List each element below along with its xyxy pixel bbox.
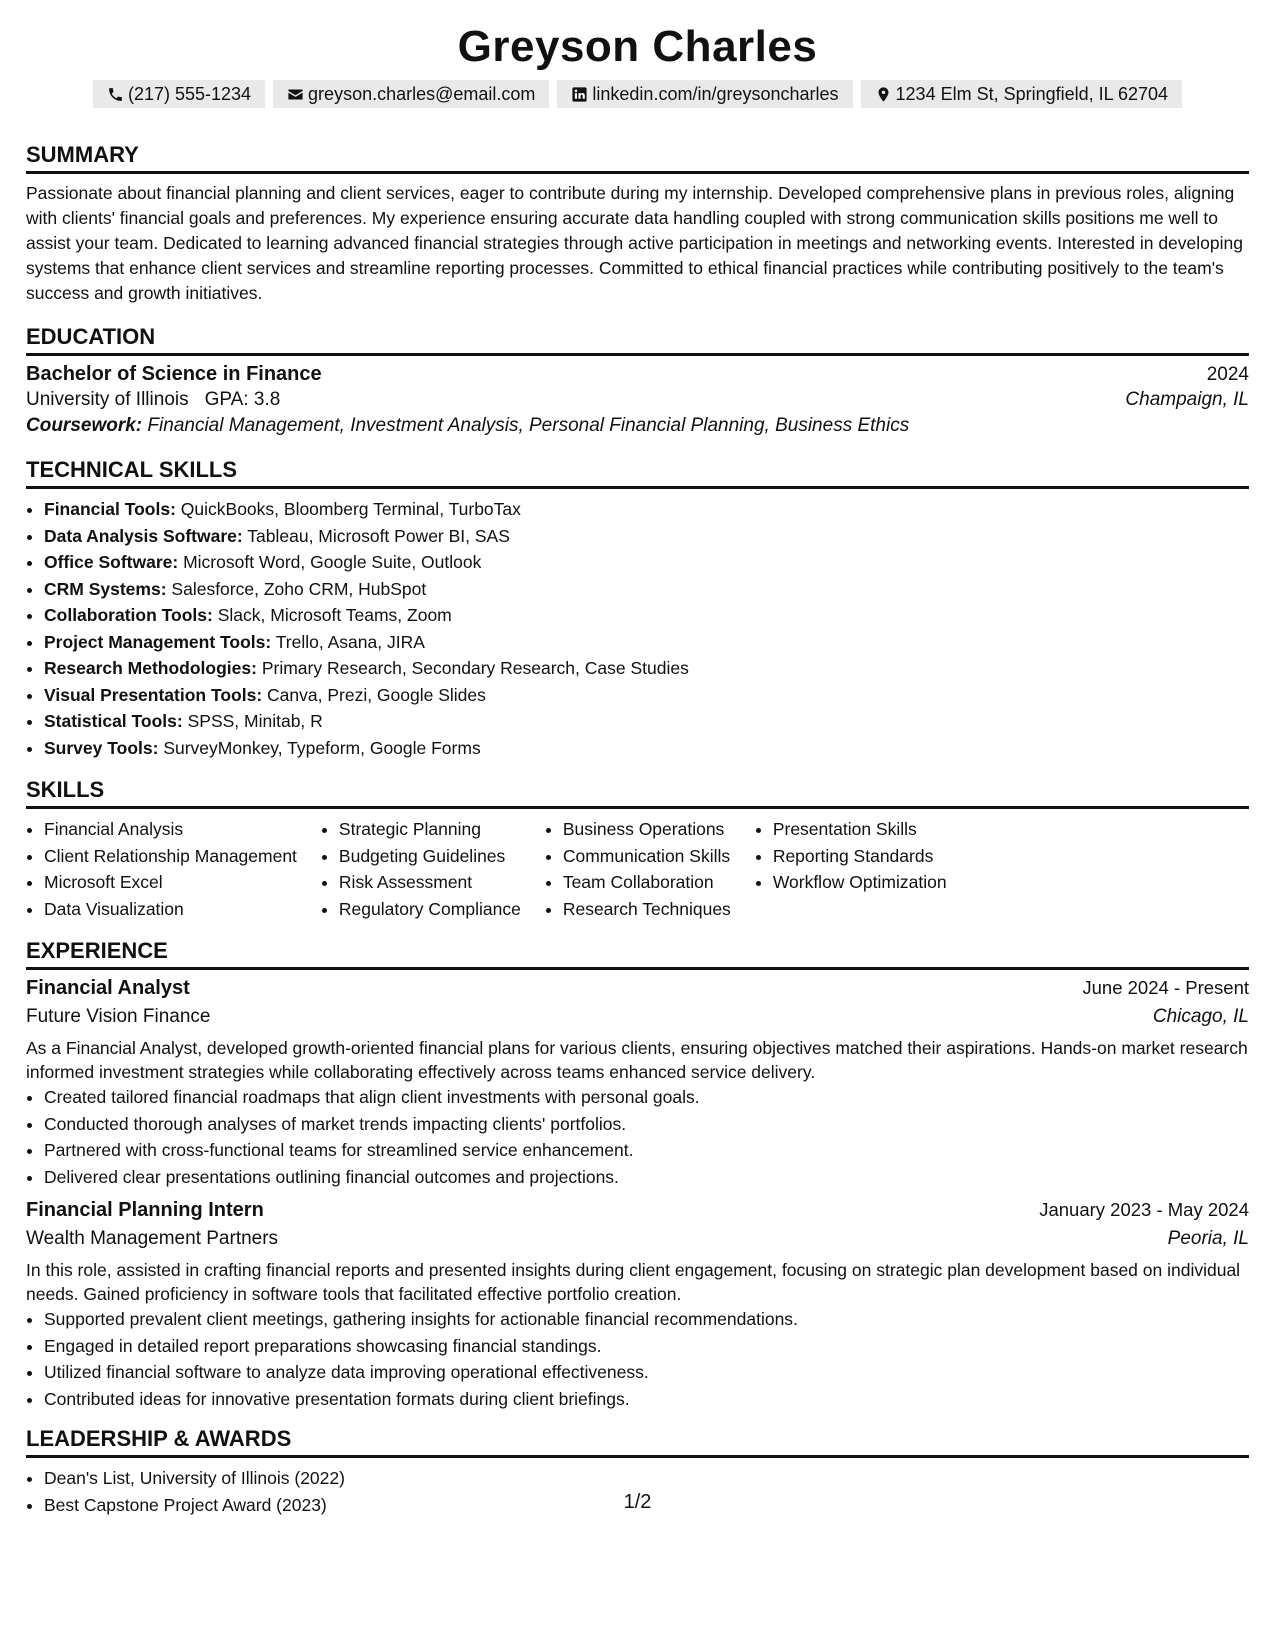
skills-section [26,777,1249,922]
list-item: • Strategic Planning [339,816,521,843]
list-item: • Workflow Optimization [773,869,947,896]
list-item: • Statistical Tools: SPSS, Minitab, R [44,708,1249,735]
job-company: Wealth Management Partners [26,1228,279,1249]
job-description: As a Financial Analyst, developed growth-oriented financial plans for various clients, ensuring objectives matched their aspirations. Hands-on market research informed investment strategies while collaborating effectively across teams enhanced service delivery. [26,1038,1248,1082]
page-number: 1/2 [623,1491,652,1513]
job-title: Financial Planning Intern [26,1199,264,1221]
list-item: • Research Methodologies: Primary Research, Secondary Research, Case Studies [44,655,1249,682]
list-item: • Communication Skills [563,843,731,870]
contact-phone[interactable] [93,80,265,108]
job-dates: June 2024 - Present [1082,977,1249,998]
school-name: University of Illinois [26,389,189,410]
education-heading: EDUCATION [26,324,1249,356]
coursework [26,415,1249,437]
summary-section [26,142,1249,306]
list-item: • Best Capstone Project Award (2023) [44,1492,1249,1519]
coursework-list: Financial Management, Investment Analysis, Personal Financial Planning, Business Ethics [147,415,910,436]
list-item: • Data Analysis Software: Tableau, Microsoft Power BI, SAS [44,523,1249,550]
degree: Bachelor of Science in Finance [26,363,322,385]
skills-column [321,816,521,922]
map-marker-icon [875,86,892,103]
experience-heading: EXPERIENCE [26,938,1249,970]
list-item: • Financial Tools: QuickBooks, Bloomberg Terminal, TurboTax [44,496,1249,523]
linkedin-icon [571,86,588,103]
list-item: • Survey Tools: SurveyMonkey, Typeform, Google Forms [44,735,1249,762]
list-item: • Created tailored financial roadmaps that align client investments with personal goals. [44,1084,1249,1111]
job-location: Chicago, IL [1152,1006,1249,1027]
envelope-icon [287,86,304,103]
contact-linkedin[interactable] [557,80,852,108]
candidate-name: Greyson Charles [457,22,818,71]
list-item: • Budgeting Guidelines [339,843,521,870]
technical-skills-heading: TECHNICAL SKILLS [26,457,1249,489]
summary-heading: SUMMARY [26,142,1249,174]
job-title: Financial Analyst [26,977,190,999]
skills-column [26,816,297,922]
job-description: In this role, assisted in crafting financial reports and presented insights during client engagement, focusing on strategic plan development based on individual needs. Gained proficiency in software tools that facilitated effective portfolio creation. [26,1260,1241,1304]
list-item: • Engaged in detailed report preparations showcasing financial standings. [44,1333,1249,1360]
list-item: • Business Operations [563,816,731,843]
contact-address[interactable] [861,80,1183,108]
contact-bar [26,80,1249,108]
list-item: • Regulatory Compliance [339,896,521,923]
list-item: • Contributed ideas for innovative presentation formats during client briefings. [44,1386,1249,1413]
list-item: • Conducted thorough analyses of market trends impacting clients' portfolios. [44,1111,1249,1138]
school-location: Champaign, IL [1125,389,1249,410]
list-item: • Microsoft Excel [44,869,297,896]
list-item: • Supported prevalent client meetings, gathering insights for actionable financial recommendations. [44,1306,1249,1333]
list-item: • Utilized financial software to analyze data improving operational effectiveness. [44,1359,1249,1386]
list-item: • Data Visualization [44,896,297,923]
gpa: GPA: 3.8 [204,389,281,410]
job-dates: January 2023 - May 2024 [1039,1199,1249,1220]
job-bullets [26,1306,1249,1412]
resume-page [26,0,1249,1518]
job-entry [26,1199,1249,1412]
list-item: • Delivered clear presentations outlining financial outcomes and projections. [44,1164,1249,1191]
list-item: • Risk Assessment [339,869,521,896]
job-location: Peoria, IL [1167,1228,1249,1249]
list-item: • Research Techniques [563,896,731,923]
list-item: • Client Relationship Management [44,843,297,870]
skills-column [755,816,947,922]
list-item: • Collaboration Tools: Slack, Microsoft Teams, Zoom [44,602,1249,629]
list-item: • Presentation Skills [773,816,947,843]
skills-column [545,816,731,922]
phone-icon [107,86,124,103]
list-item: • Partnered with cross-functional teams for streamlined service enhancement. [44,1137,1249,1164]
linkedin-text: linkedin.com/in/greysoncharles [592,84,839,104]
education-section [26,324,1249,437]
experience-section [26,938,1249,1412]
job-company: Future Vision Finance [26,1006,211,1027]
skills-heading: SKILLS [26,777,1249,809]
job-entry [26,977,1249,1190]
list-item: • Reporting Standards [773,843,947,870]
graduation-year: 2024 [1206,364,1249,385]
technical-skills-list [26,496,1249,761]
leadership-heading: LEADERSHIP & AWARDS [26,1426,1249,1458]
skills-grid [26,816,1249,922]
technical-skills-section [26,457,1249,761]
job-bullets [26,1084,1249,1190]
list-item: • Team Collaboration [563,869,731,896]
list-item: • Dean's List, University of Illinois (2022) [44,1465,1249,1492]
list-item: • Financial Analysis [44,816,297,843]
coursework-label: Coursework: [26,415,143,436]
summary-text: Passionate about financial planning and client services, eager to contribute during my internship. Developed comprehensive plans in previous roles, aligning with clients' financial goals and preferences. My experience ensuring accurate data handling coupled with strong communication skills positions me well to assist your team. Dedicated to learning advanced financial strategies through active participation in meetings and networking events. Interested in developing systems that enhance client services and streamline reporting processes. Committed to ethical financial practices while contributing positively to the team's success and growth initiatives. [26,183,1243,303]
phone-text: (217) 555-1234 [127,84,252,104]
email-text: greyson.charles@email.com [308,84,536,104]
contact-email[interactable] [273,80,549,108]
list-item: • Office Software: Microsoft Word, Google Suite, Outlook [44,549,1249,576]
list-item: • CRM Systems: Salesforce, Zoho CRM, HubSpot [44,576,1249,603]
address-text: 1234 Elm St, Springfield, IL 62704 [895,84,1169,104]
list-item: • Visual Presentation Tools: Canva, Prezi, Google Slides [44,682,1249,709]
list-item: • Project Management Tools: Trello, Asana, JIRA [44,629,1249,656]
